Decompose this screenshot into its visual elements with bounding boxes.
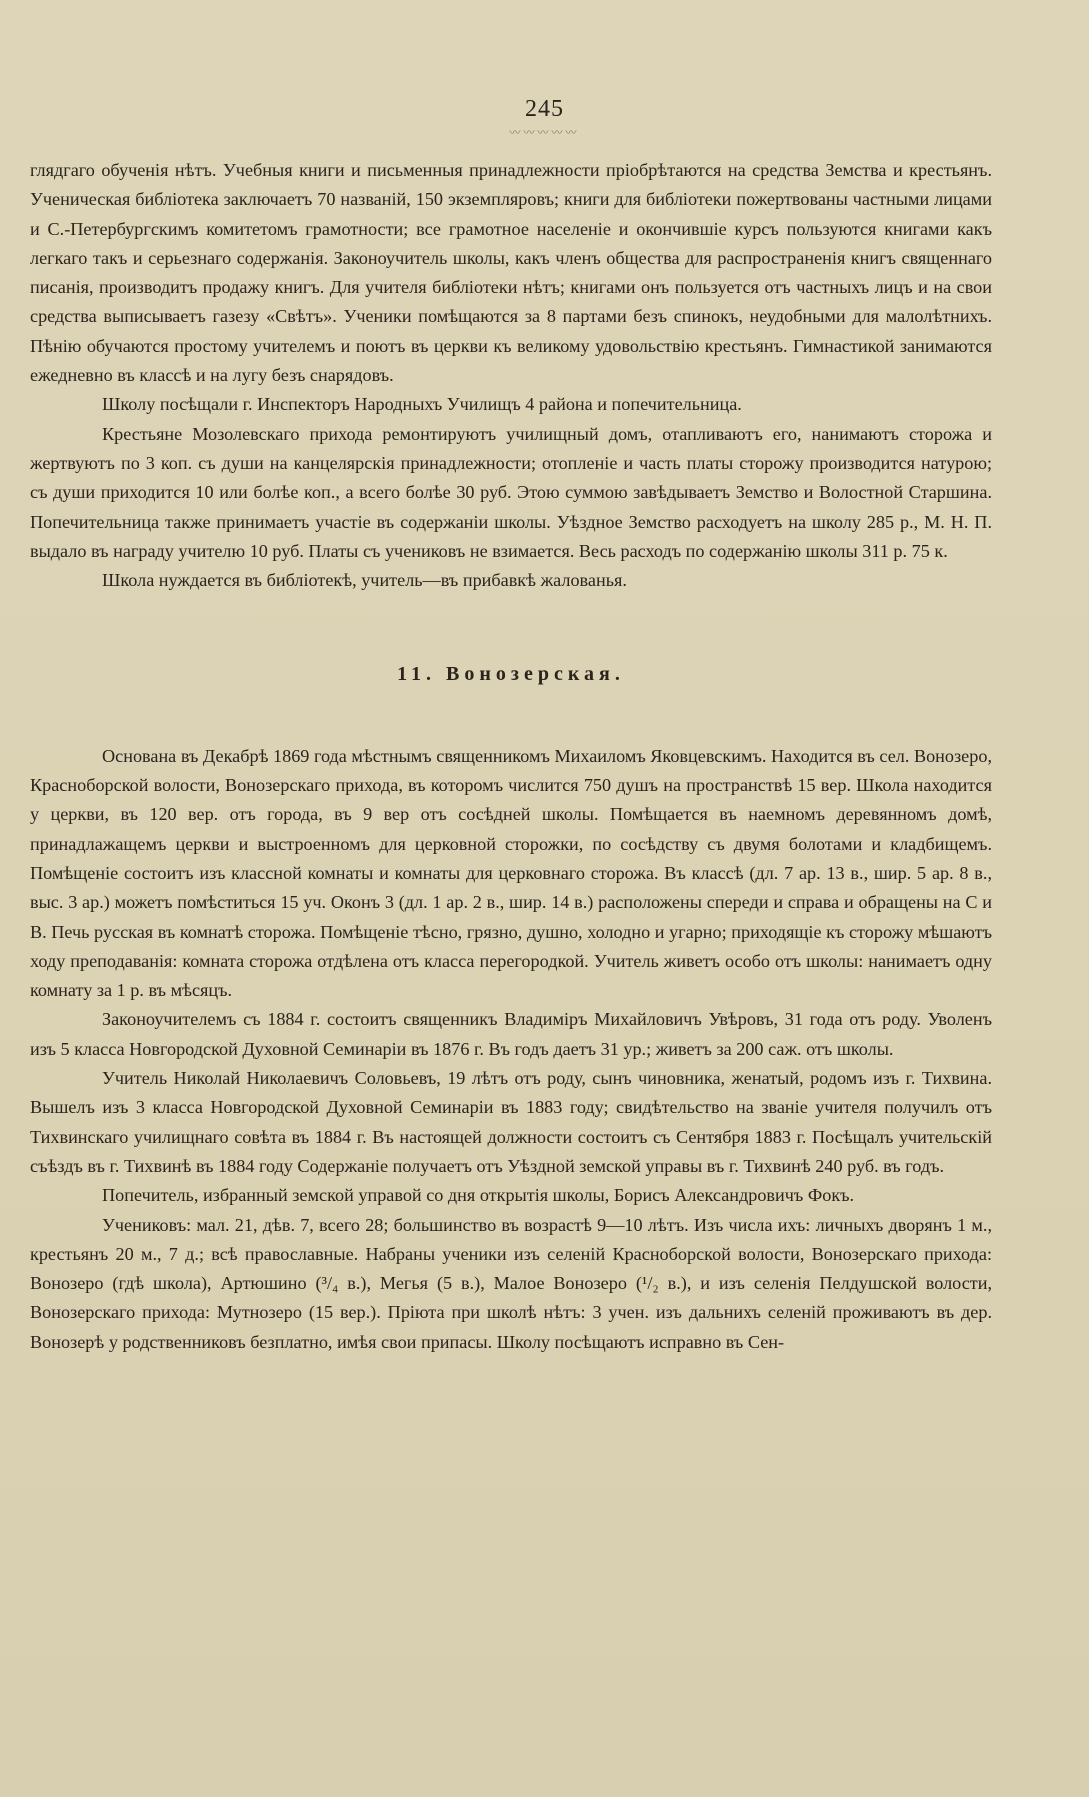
section-heading: 11. Вонозерская. [397, 663, 625, 686]
page-number: 245 [525, 96, 564, 122]
paragraph: Школа нуждается въ библіотекѣ, учитель—въ прибавкѣ жалованья. [102, 570, 627, 591]
body-text [30, 156, 992, 1357]
paragraph: Основана въ Декабрѣ 1869 года мѣстнымъ священникомъ Михаиломъ Яковцевскимъ. Находится въ сел. Вонозеро, Красноборской волости, Вонозерскаго прихода, въ которомъ числится 750 душъ на пространствѣ 15 вер. Школа находится у церкви, въ 120 вер. отъ города, въ 9 вер отъ сосѣдней школы. Помѣщается въ наемномъ деревянномъ домѣ, принадлажащемъ церкви и выстроенномъ для церковной сторожки, по сосѣдству съ двумя болотами и кладбищемъ. Помѣщеніе состоитъ изъ классной комнаты и комнаты для церковнаго сторожа. Въ классѣ (дл. 7 ар. 13 в., шир. 5 ар. 8 в., выс. 3 ар.) можетъ помѣститься 15 уч. Оконъ 3 (дл. 1 ар. 2 в., шир. 14 в.) расположены спереди и справа и обращены на С и В. Печь русская въ комнатѣ сторожа. Помѣщеніе тѣсно, грязно, душно, холодно и угарно; приходящіе къ сторожу мѣшаютъ ходу преподаванія: комната сторожа отдѣлена отъ класса перегородкой. Учитель живетъ особо отъ школы: нанимаетъ одну комнату за 1 р. въ мѣсяцъ. [30, 745, 992, 1001]
paragraph: Законоучителемъ съ 1884 г. состоитъ священникъ Владиміръ Михайловичъ Увѣровъ, 31 года отъ роду. Уволенъ изъ 5 класса Новгородской Духовной Семинаріи въ 1876 г. Въ годъ даетъ 31 ур.; живетъ за 200 саж. отъ школы. [30, 1009, 992, 1059]
paragraph: Учитель Николай Николаевичъ Соловьевъ, 19 лѣтъ отъ роду, сынъ чиновника, женатый, родомъ изъ г. Тихвина. Вышелъ изъ 3 класса Новгородской Духовной Семинаріи въ 1883 году; свидѣтельство на званіе учителя получилъ отъ Тихвинскаго училищнаго совѣта въ 1884 г. Въ настоящей должности состоитъ съ Сентября 1883 г. Посѣщалъ учительскій съѣздъ въ г. Тихвинѣ въ 1884 году Содержаніе получаетъ отъ Уѣздной земской управы въ г. Тихвинѣ 240 руб. въ годъ. [30, 1068, 992, 1176]
paragraph: Крестьяне Мозолевскаго прихода ремонтируютъ училищный домъ, отапливаютъ его, нанимаютъ сторожа и жертвуютъ по 3 коп. съ души на канцелярскія принадлежности; отопленіе и часть платы сторожу производится натурою; съ души приходится 10 или болѣе коп., а всего болѣе 30 руб. Этою суммою завѣдываетъ Земство и Волостной Старшина. Попечительница также принимаетъ участіе въ содержаніи школы. Уѣздное Земство расходуетъ на школу 285 р., М. Н. П. выдало въ награду учителю 10 руб. Платы съ учениковъ не взимается. Весь расходъ по содержанію школы 311 р. 75 к. [30, 423, 992, 561]
paragraph: Школу посѣщали г. Инспекторъ Народныхъ Училищъ 4 района и попечительница. [102, 394, 742, 415]
paragraph: Попечитель, избранный земской управой со дня открытія школы, Борисъ Александровичъ Фокъ. [102, 1185, 855, 1206]
paragraph: глядгаго обученія нѣтъ. Учебныя книги и письменныя принадлежности пріобрѣтаются на средства Земства и крестьянъ. Ученическая библіотека заключаетъ 70 названій, 150 экземпляровъ; книги для библіотеки пожертвованы частными лицами и С.-Петербургскимъ комитетомъ грамотности; все грамотное населеніе и окончившіе курсъ пользуются книгами какъ легкаго такъ и серьезнаго содержанія. Законоучитель школы, какъ членъ общества для распространенія книгъ священнаго писанія, производитъ продажу книгъ. Для учителя библіотеки нѣтъ; книгами онъ пользуется отъ частныхъ лицъ и на свои средства выписываетъ газезу «Свѣтъ». Ученики помѣщаются за 8 партами безъ спинокъ, неудобными для малолѣтнихъ. Пѣнію обучаются простому учителемъ и поютъ въ церкви къ великому удовольствію крестьянъ. Гимнастикой занимаются ежедневно въ классѣ и на лугу безъ снарядовъ. [30, 160, 992, 386]
page-number-ornament: 〰〰〰〰〰 [509, 127, 580, 139]
paragraph: Учениковъ: мал. 21, дѣв. 7, всего 28; большинство въ возрастѣ 9—10 лѣтъ. Изъ числа ихъ: личныхъ дворянъ 1 м., крестьянъ 20 м., 7 д.; всѣ православные. Набраны ученики изъ селеній Красноборской волости, Вонозерскаго прихода: Вонозеро (гдѣ школа), Артюшино (³/₄ в.), Мегья (5 в.), Малое Вонозеро (¹/₂ в.), и изъ селенія Пелдушской волости, Вонозерскаго прихода: Мутнозеро (15 вер.). Пріюта при школѣ нѣтъ: 3 учен. изъ дальнихъ селеній проживаютъ въ дер. Вонозерѣ у родственниковъ безплатно, имѣя свои припасы. Школу посѣщаютъ исправно въ Сен- [30, 1214, 992, 1352]
